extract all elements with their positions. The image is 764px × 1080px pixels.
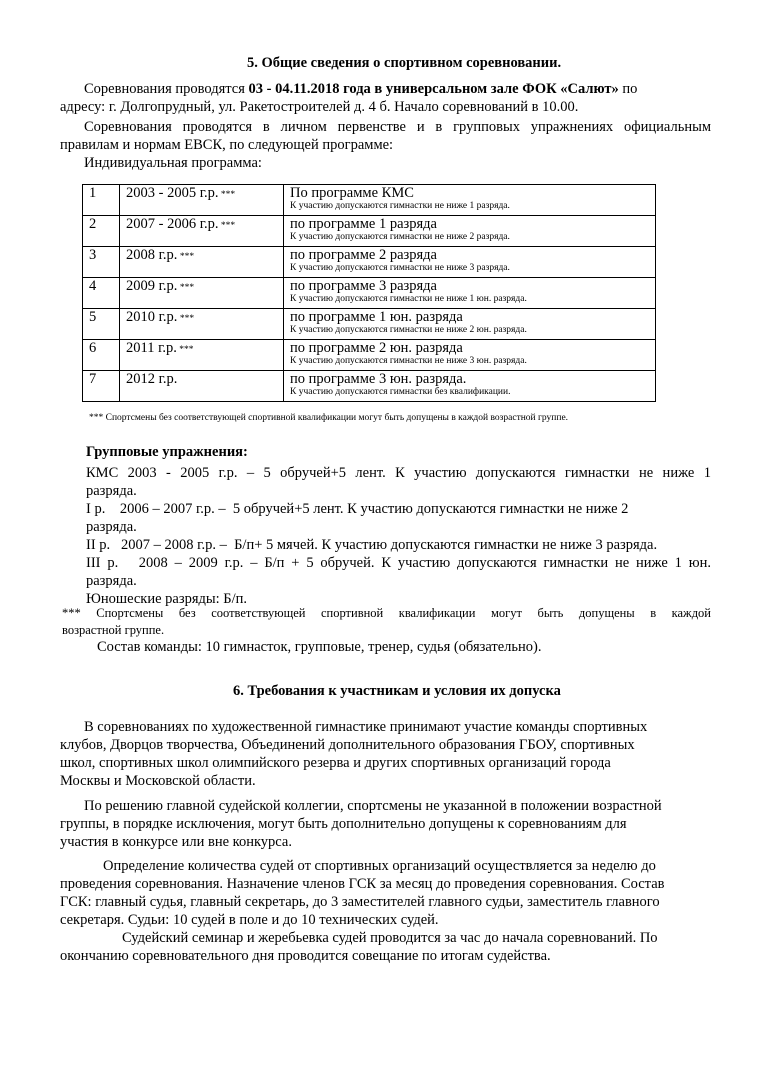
admission-rule: К участию допускаются гимнастки не ниже 1 юн. разряда. — [290, 294, 527, 304]
group-note-line1: *** Спортсмены без соответствующей спортивной квалификации могут быть допущены в каждой — [62, 606, 711, 620]
sec6-p1-line2: клубов, Дворцов творчества, Объединений дополнительного образования ГБОУ, спортивных — [60, 737, 635, 753]
program-table-row — [83, 216, 656, 247]
program-table-row — [83, 185, 656, 216]
section-5-title: 5. Общие сведения о спортивном соревновании. — [247, 55, 562, 71]
group-note-line2: возрастной группе. — [62, 623, 165, 637]
footnote-mark: *** — [177, 314, 195, 324]
program-cell — [284, 340, 656, 371]
sec6-p2-line2: группы, в порядке исключения, могут быть дополнительно допущены к соревнованиям для — [60, 816, 627, 832]
row-number: 3 — [83, 247, 120, 278]
footnote-mark: *** — [176, 345, 194, 355]
birth-years: 2010 г.р. *** — [120, 309, 284, 340]
program-name: по программе 3 юн. разряда. — [290, 371, 467, 387]
sec6-p3-line4: секретаря. Судьи: 10 судей в поле и до 10 технических судей. — [60, 912, 439, 928]
program-table-row — [83, 309, 656, 340]
row-number: 1 — [83, 185, 120, 216]
group-kms-line2: разряда. — [86, 483, 137, 499]
sec6-p3-line3: ГСК: главный судья, главный секретарь, до 3 заместителей главного судьи, заместитель главного — [60, 894, 660, 910]
individual-program-label: Индивидуальная программа: — [84, 155, 262, 171]
program-name: по программе 1 разряда — [290, 216, 437, 232]
program-name: по программе 1 юн. разряда — [290, 309, 463, 325]
table-footnote: *** Спортсмены без соответствующей спортивной квалификации могут быть допущены в каждой возрастной группе. — [89, 413, 569, 423]
program-table-row — [83, 278, 656, 309]
sec6-p4-line2: окончанию соревновательного дня проводится совещание по итогам судейства. — [60, 948, 551, 964]
group-kms-line1: КМС 2003 - 2005 г.р. – 5 обручей+5 лент. К участию допускаются гимнастки не ниже 1 — [86, 465, 711, 481]
footnote-mark: *** — [218, 221, 236, 231]
sec6-p2-line1: По решению главной судейской коллегии, спортсмены не указанной в положении возрастной — [84, 798, 662, 814]
program-cell — [284, 247, 656, 278]
program-table-row — [83, 340, 656, 371]
program-name: по программе 2 разряда — [290, 247, 437, 263]
program-cell — [284, 278, 656, 309]
admission-rule: К участию допускаются гимнастки не ниже 3 разряда. — [290, 263, 510, 273]
sec6-p1-line1: В соревнованиях по художественной гимнастике принимают участие команды спортивных — [84, 719, 648, 735]
program-cell — [284, 185, 656, 216]
birth-years: 2008 г.р. *** — [120, 247, 284, 278]
program-intro-line1: Соревнования проводятся в личном первенстве и в групповых упражнениях официальным — [84, 119, 711, 135]
row-number: 7 — [83, 371, 120, 402]
venue-paragraph-line2: адресу: г. Долгопрудный, ул. Ракетостроителей д. 4 б. Начало соревнований в 10.00. — [60, 99, 579, 115]
program-name: По программе КМС — [290, 185, 414, 201]
program-cell — [284, 309, 656, 340]
program-name: по программе 2 юн. разряда — [290, 340, 463, 356]
birth-years: 2007 - 2006 г.р. *** — [120, 216, 284, 247]
program-intro-line2: правилам и нормам ЕВСК, по следующей программе: — [60, 137, 394, 153]
admission-rule: К участию допускаются гимнастки без квалификации. — [290, 387, 511, 397]
program-cell — [284, 371, 656, 402]
footnote-mark: *** — [177, 283, 195, 293]
sec6-p3-line2: проведения соревнования. Назначение членов ГСК за месяц до проведения соревнования. Состав — [60, 876, 665, 892]
group-rank1-line1: I р. 2006 – 2007 г.р. – 5 обручей+5 лент. К участию допускаются гимнастки не ниже 2 — [86, 501, 629, 517]
row-number: 2 — [83, 216, 120, 247]
sec6-p2-line3: участия в конкурсе или вне конкурса. — [60, 834, 292, 850]
birth-years: 2011 г.р. *** — [120, 340, 284, 371]
group-rank2: II р. 2007 – 2008 г.р. – Б/п+ 5 мячей. К участию допускаются гимнастки не ниже 3 разряда. — [86, 537, 658, 553]
program-cell — [284, 216, 656, 247]
program-name: по программе 3 разряда — [290, 278, 437, 294]
footnote-mark: *** — [177, 252, 195, 262]
venue-paragraph-line1: Соревнования проводятся 03 - 04.11.2018 года в универсальном зале ФОК «Салют» по — [84, 81, 638, 97]
row-number: 6 — [83, 340, 120, 371]
birth-years: 2003 - 2005 г.р. *** — [120, 185, 284, 216]
row-number: 4 — [83, 278, 120, 309]
sec6-p3-line1: Определение количества судей от спортивных организаций осуществляется за неделю до — [103, 858, 656, 874]
birth-years: 2012 г.р. — [120, 371, 284, 402]
section-6-title: 6. Требования к участникам и условия их допуска — [233, 683, 561, 699]
sec6-p1-line3: школ, спортивных школ олимпийского резерва и других спортивных организаций города — [60, 755, 611, 771]
team-composition: Состав команды: 10 гимнасток, групповые, тренер, судья (обязательно). — [97, 639, 542, 655]
admission-rule: К участию допускаются гимнастки не ниже 3 юн. разряда. — [290, 356, 527, 366]
row-number: 5 — [83, 309, 120, 340]
junior-ranks: Юношеские разряды: Б/п. — [86, 591, 248, 607]
group-rank3-line1: III р. 2008 – 2009 г.р. – Б/п + 5 обручей. К участию допускаются гимнастки не ниже 1 юн. — [86, 555, 711, 571]
sec6-p1-line4: Москвы и Московской области. — [60, 773, 256, 789]
admission-rule: К участию допускаются гимнастки не ниже 1 разряда. — [290, 201, 510, 211]
sec6-p4-line1: Судейский семинар и жеребьевка судей проводится за час до начала соревнований. По — [122, 930, 658, 946]
admission-rule: К участию допускаются гимнастки не ниже 2 юн. разряда. — [290, 325, 527, 335]
date-venue-bold: 03 - 04.11.2018 года в универсальном зале ФОК «Салют» — [248, 81, 619, 97]
program-table-row — [83, 247, 656, 278]
group-exercises-title: Групповые упражнения: — [86, 444, 248, 460]
program-table-row — [83, 371, 656, 402]
group-rank3-line2: разряда. — [86, 573, 137, 589]
admission-rule: К участию допускаются гимнастки не ниже 2 разряда. — [290, 232, 510, 242]
footnote-mark: *** — [218, 190, 236, 200]
birth-years: 2009 г.р. *** — [120, 278, 284, 309]
group-rank1-line2: разряда. — [86, 519, 137, 535]
individual-program-table — [82, 184, 656, 402]
